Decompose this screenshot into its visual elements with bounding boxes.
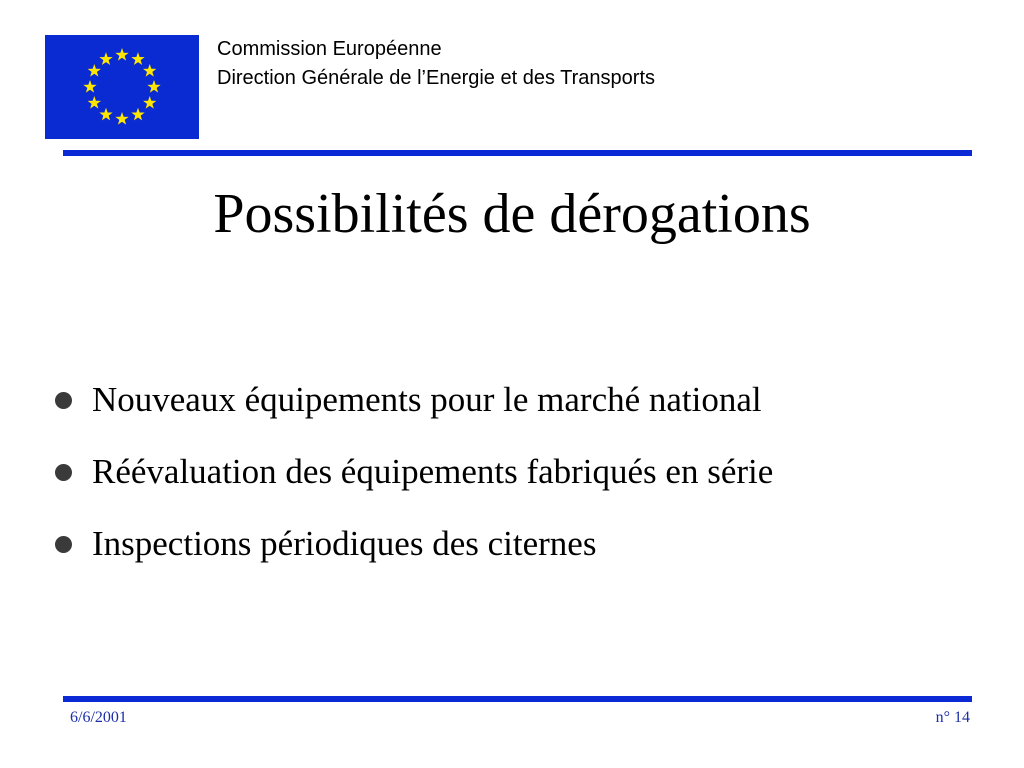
footer-date: 6/6/2001	[70, 709, 127, 726]
flag-star-icon	[88, 96, 101, 109]
bullet-text: Réévaluation des équipements fabriqués en série	[92, 452, 774, 491]
flag-star-icon	[115, 112, 128, 125]
org-department: Direction Générale de l’Energie et des Transports	[217, 67, 656, 89]
bullet-dot-icon	[55, 536, 72, 553]
flag-star-icon	[99, 108, 112, 121]
flag-star-icon	[143, 64, 156, 77]
eu-flag-icon	[45, 35, 199, 139]
slide-title: Possibilités de dérogations	[213, 183, 811, 245]
flag-star-icon	[88, 64, 101, 77]
flag-star-icon	[83, 80, 96, 93]
organization-header	[217, 35, 655, 93]
bullet-text: Nouveaux équipements pour le marché national	[92, 380, 762, 419]
flag-star-icon	[115, 48, 128, 61]
flag-star-icon	[99, 52, 112, 65]
bullet-dot-icon	[55, 392, 72, 409]
org-name: Commission Européenne	[217, 38, 442, 60]
flag-star-icon	[143, 96, 156, 109]
footer-divider	[63, 696, 972, 702]
flag-star-icon	[131, 52, 144, 65]
page-number: n° 14	[935, 709, 970, 726]
bullet-text: Inspections périodiques des citernes	[92, 524, 597, 563]
flag-star-icon	[147, 80, 160, 93]
bullet-dot-icon	[55, 464, 72, 481]
header-divider	[63, 150, 972, 156]
flag-star-icon	[131, 108, 144, 121]
